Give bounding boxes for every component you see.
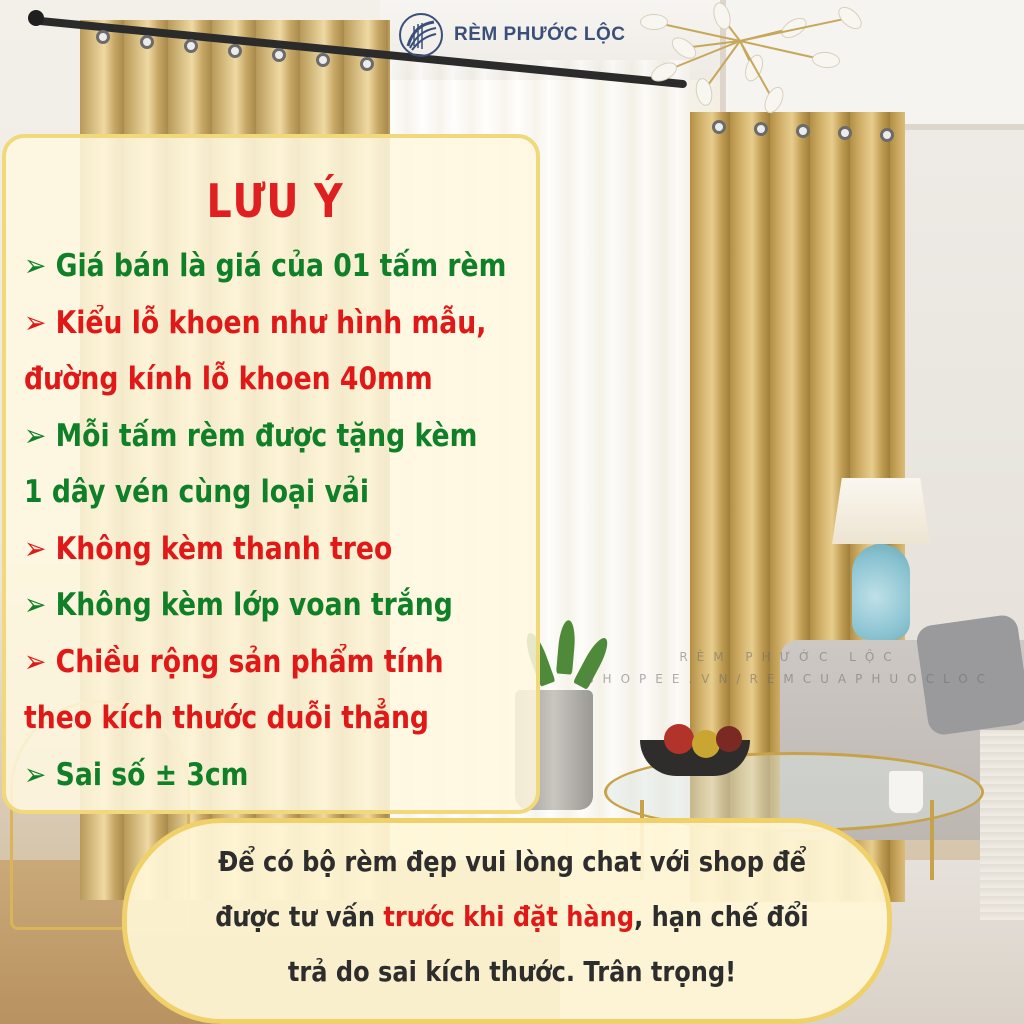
grommet-ring (754, 122, 768, 136)
message-text: được tư vấn (215, 900, 384, 933)
notice-item-text: Chiều rộng sản phẩm tính (55, 643, 444, 680)
notice-card (2, 134, 540, 814)
notice-item-text: Không kèm thanh treo (55, 530, 393, 567)
message-line-3: trả do sai kích thước. Trân trọng! (287, 955, 737, 988)
notice-item-text: 1 dây vén cùng loại vải (24, 474, 369, 510)
watermark-line: RÈM PHƯỚC LỘC (679, 650, 901, 664)
bullet-arrow-icon: ➢ (24, 756, 47, 793)
bullet-arrow-icon: ➢ (24, 248, 47, 284)
bullet-arrow-icon: ➢ (24, 304, 47, 341)
notice-item-line (24, 416, 477, 456)
lamp-shade (832, 478, 930, 544)
chandelier-petal (640, 14, 668, 30)
notice-item-line (24, 359, 433, 399)
notice-title: LƯU Ý (206, 174, 344, 228)
table-leg (930, 800, 934, 880)
bullet-arrow-icon: ➢ (24, 530, 47, 567)
contact-message (122, 818, 892, 1024)
curtain-rod-finial (28, 10, 44, 26)
notice-item-text: Mỗi tấm rèm được tặng kèm (55, 417, 478, 454)
chandelier (630, 0, 870, 110)
notice-item-text: Giá bán là giá của 01 tấm rèm (55, 248, 507, 284)
grommet-ring (796, 124, 810, 138)
message-line-2 (181, 900, 843, 933)
grommet-ring (96, 30, 110, 44)
grommet-ring (140, 35, 154, 49)
notice-item-line (24, 585, 453, 625)
grommet-ring (838, 126, 852, 140)
knit-throw (980, 730, 1024, 920)
fruit (716, 726, 742, 752)
notice-item-line (24, 472, 369, 512)
chandelier-petal (648, 59, 680, 86)
lamp-base (852, 544, 910, 640)
brand-name: RÈM PHƯỚC LỘC (454, 24, 626, 45)
grommet-ring (228, 44, 242, 58)
message-highlight: trước khi đặt hàng (383, 900, 635, 933)
fruit (664, 724, 694, 754)
notice-item-text: theo kích thước duỗi thẳng (24, 700, 430, 736)
grommet-ring (712, 120, 726, 134)
notice-item-text: Không kèm lớp voan trắng (55, 587, 453, 623)
grommet-ring (360, 57, 374, 71)
grommet-ring (272, 48, 286, 62)
bullet-arrow-icon: ➢ (24, 417, 47, 454)
bullet-arrow-icon: ➢ (24, 643, 47, 680)
notice-item-text: đường kính lỗ khoen 40mm (24, 361, 433, 397)
curtain-leaf-logo-icon (398, 12, 444, 58)
notice-item-line (24, 246, 506, 286)
notice-item-text: Kiểu lỗ khoen như hình mẫu, (55, 304, 487, 341)
notice-item-line (24, 529, 392, 569)
notice-item-line (24, 303, 486, 343)
message-line-1: Để có bộ rèm đẹp vui lòng chat với shop để (218, 845, 806, 878)
white-mug (888, 770, 924, 814)
notice-item-line (24, 755, 248, 795)
watermark (580, 646, 1000, 690)
brand (398, 10, 625, 60)
chandelier-petal (811, 51, 840, 69)
notice-item-line (24, 698, 429, 738)
grommet-ring (316, 53, 330, 67)
bullet-arrow-icon: ➢ (24, 587, 47, 623)
message-text: , hạn chế đổi (634, 900, 809, 933)
chandelier-petal (834, 3, 866, 34)
notice-item-text: Sai số ± 3cm (55, 756, 249, 793)
notice-item-line (24, 642, 444, 682)
grommet-ring (184, 39, 198, 53)
watermark-line: SHOPEE.VN/REMCUAPHUOCLOC (585, 672, 995, 686)
grommet-ring (880, 128, 894, 142)
